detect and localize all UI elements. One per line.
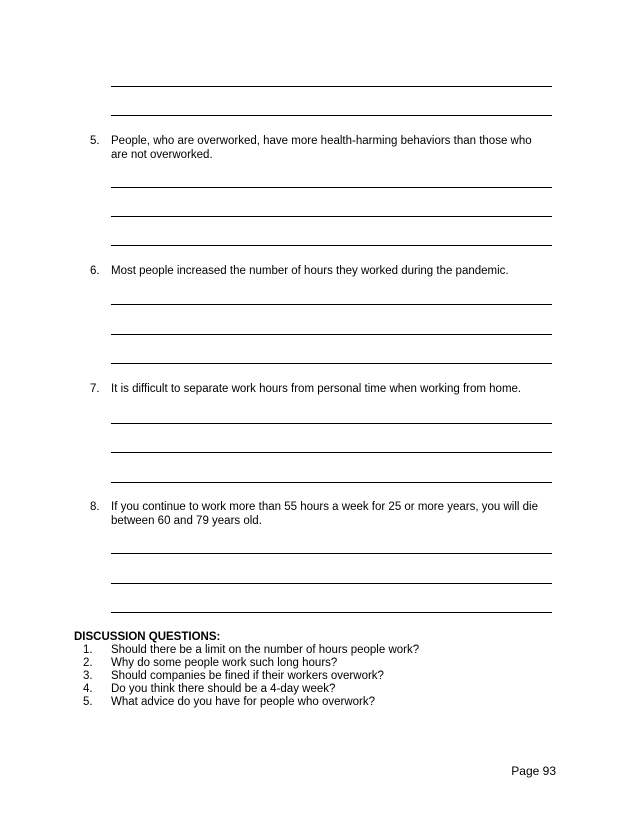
question-text: Most people increased the number of hours they worked during the pandemic.: [111, 265, 509, 277]
discussion-number: 3.: [83, 670, 93, 682]
answer-line[interactable]: [111, 612, 552, 613]
discussion-number: 4.: [83, 683, 93, 695]
question-number: 7.: [90, 383, 100, 395]
discussion-number: 5.: [83, 696, 93, 708]
answer-line[interactable]: [111, 553, 552, 554]
answer-line[interactable]: [111, 245, 552, 246]
answer-line[interactable]: [111, 115, 552, 116]
answer-line[interactable]: [111, 363, 552, 364]
answer-line[interactable]: [111, 86, 552, 87]
question-text: People, who are overworked, have more health-harming behaviors than those who are not overworked.: [111, 135, 532, 161]
discussion-heading: DISCUSSION QUESTIONS:: [74, 631, 221, 643]
page-number: Page 93: [511, 764, 556, 778]
answer-line[interactable]: [111, 334, 552, 335]
answer-line[interactable]: [111, 423, 552, 424]
answer-line[interactable]: [111, 216, 552, 217]
question-number: 6.: [90, 265, 100, 277]
discussion-text: Should there be a limit on the number of hours people work?: [111, 644, 420, 656]
discussion-text: Do you think there should be a 4-day week?: [111, 683, 336, 695]
answer-line[interactable]: [111, 583, 552, 584]
answer-line[interactable]: [111, 304, 552, 305]
discussion-text: Why do some people work such long hours?: [111, 657, 338, 669]
question-text: It is difficult to separate work hours from personal time when working from home.: [111, 383, 522, 395]
answer-line[interactable]: [111, 482, 552, 483]
answer-line[interactable]: [111, 187, 552, 188]
answer-line[interactable]: [111, 452, 552, 453]
question-number: 8.: [90, 501, 100, 513]
discussion-text: What advice do you have for people who overwork?: [111, 696, 376, 708]
question-text: If you continue to work more than 55 hours a week for 25 or more years, you will die between 60 and 79 years old.: [111, 501, 538, 527]
discussion-number: 2.: [83, 657, 93, 669]
discussion-text: Should companies be fined if their workers overwork?: [111, 670, 384, 682]
question-number: 5.: [90, 135, 100, 147]
discussion-number: 1.: [83, 644, 93, 656]
